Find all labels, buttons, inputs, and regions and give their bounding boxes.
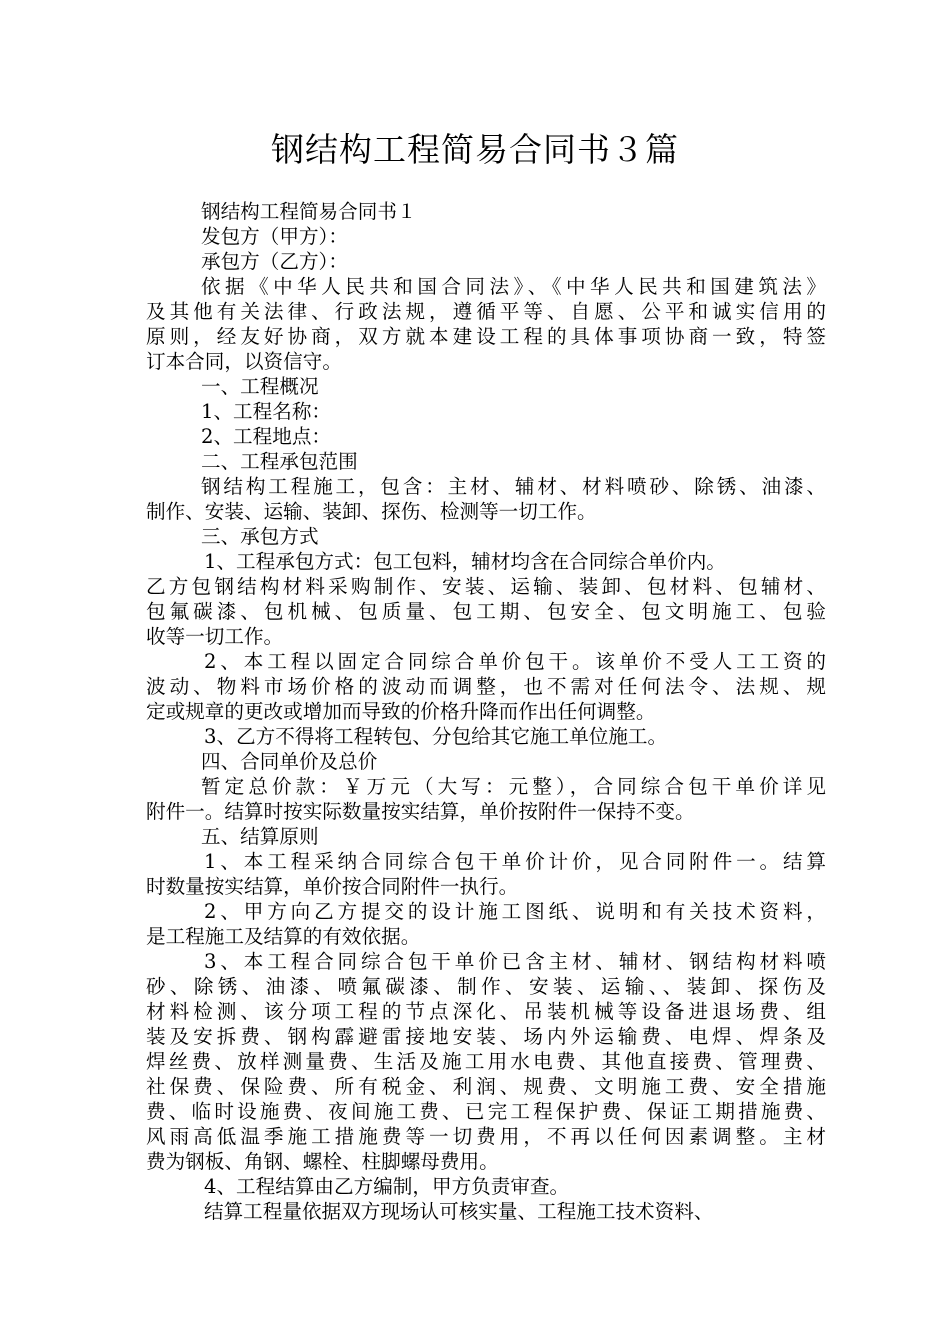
body-line: 1、工程承包方式：包工包料，辅材均含在合同综合单价内。 xyxy=(204,550,726,573)
body-line: 砂、除锈、油漆、喷氟碳漆、制作、安装、运输、、装卸、探伤及 xyxy=(146,975,826,998)
body-line: 3、乙方不得将工程转包、分包给其它施工单位施工。 xyxy=(204,725,668,748)
body-line: 费、临时设施费、夜间施工费、已完工程保护费、保证工期措施费、 xyxy=(146,1100,826,1123)
body-line: 2、本工程以固定合同综合单价包干。该单价不受人工工资的 xyxy=(204,650,826,673)
section-heading-3: 三、承包方式 xyxy=(201,525,319,548)
body-line: 材料检测、该分项工程的节点深化、吊装机械等设备进退场费、组 xyxy=(146,1000,826,1023)
body-line: 焊丝费、放样测量费、生活及施工用水电费、其他直接费、管理费、 xyxy=(146,1050,826,1073)
body-line: 1、工程名称： xyxy=(201,400,332,423)
body-line: 是工程施工及结算的有效依据。 xyxy=(146,925,421,948)
section-heading-1: 一、工程概况 xyxy=(201,375,319,398)
section-heading-4: 四、合同单价及总价 xyxy=(201,750,378,773)
body-line-party-b: 承包方（乙方）： xyxy=(201,250,348,273)
body-line: 时数量按实结算，单价按合同附件一执行。 xyxy=(146,875,519,898)
body-line: 1、本工程采纳合同综合包干单价计价，见合同附件一。结算 xyxy=(204,850,826,873)
section-heading-2: 二、工程承包范围 xyxy=(201,450,358,473)
body-line: 社保费、保险费、所有税金、利润、规费、文明施工费、安全措施 xyxy=(146,1075,826,1098)
body-line: 包氟碳漆、包机械、包质量、包工期、包安全、包文明施工、包验 xyxy=(146,600,826,623)
document-title: 钢结构工程简易合同书３篇 xyxy=(271,130,679,169)
body-line: 制作、安装、运输、装卸、探伤、检测等一切工作。 xyxy=(146,500,597,523)
section-heading-5: 五、结算原则 xyxy=(201,825,319,848)
body-line: 结算工程量依据双方现场认可核实量、工程施工技术资料、 xyxy=(204,1200,714,1223)
body-line: 及其他有关法律、行政法规，遵循平等、自愿、公平和诚实信用的 xyxy=(146,300,826,323)
body-line: 暂定总价款：￥万元（大写：元整），合同综合包干单价详见 xyxy=(201,775,826,798)
body-line: 依据《中华人民共和国合同法》、《中华人民共和国建筑法》 xyxy=(201,275,826,298)
body-line: 钢结构工程施工，包含：主材、辅材、材料喷砂、除锈、油漆、 xyxy=(201,475,826,498)
document-body xyxy=(146,199,826,1224)
body-line: 定或规章的更改或增加而导致的价格升降而作出任何调整。 xyxy=(146,700,656,723)
body-line: 费为钢板、角钢、螺栓、柱脚螺母费用。 xyxy=(146,1150,499,1173)
body-line-subtitle: 钢结构工程简易合同书１ xyxy=(201,200,417,223)
body-line: 2、甲方向乙方提交的设计施工图纸、说明和有关技术资料， xyxy=(204,900,826,923)
body-line: 附件一。结算时按实际数量按实结算，单价按附件一保持不变。 xyxy=(146,800,695,823)
body-line: 订本合同，以资信守。 xyxy=(146,350,342,373)
body-line: 收等一切工作。 xyxy=(146,625,284,648)
body-line: 风雨高低温季施工措施费等一切费用，不再以任何因素调整。主材 xyxy=(146,1125,826,1148)
body-line-party-a: 发包方（甲方）： xyxy=(201,225,348,248)
body-line: 原则，经友好协商，双方就本建设工程的具体事项协商一致，特签 xyxy=(146,325,826,348)
body-line: 3、本工程合同综合包干单价已含主材、辅材、钢结构材料喷 xyxy=(204,950,826,973)
body-line: 乙方包钢结构材料采购制作、安装、运输、装卸、包材料、包辅材、 xyxy=(146,575,826,598)
body-line: 2、工程地点： xyxy=(201,425,332,448)
body-line: 装及安拆费、钢构霹避雷接地安装、场内外运输费、电焊、焊条及 xyxy=(146,1025,826,1048)
body-line: 波动、物料市场价格的波动而调整，也不需对任何法令、法规、规 xyxy=(146,675,826,698)
body-line: 4、工程结算由乙方编制，甲方负责审查。 xyxy=(204,1175,570,1198)
